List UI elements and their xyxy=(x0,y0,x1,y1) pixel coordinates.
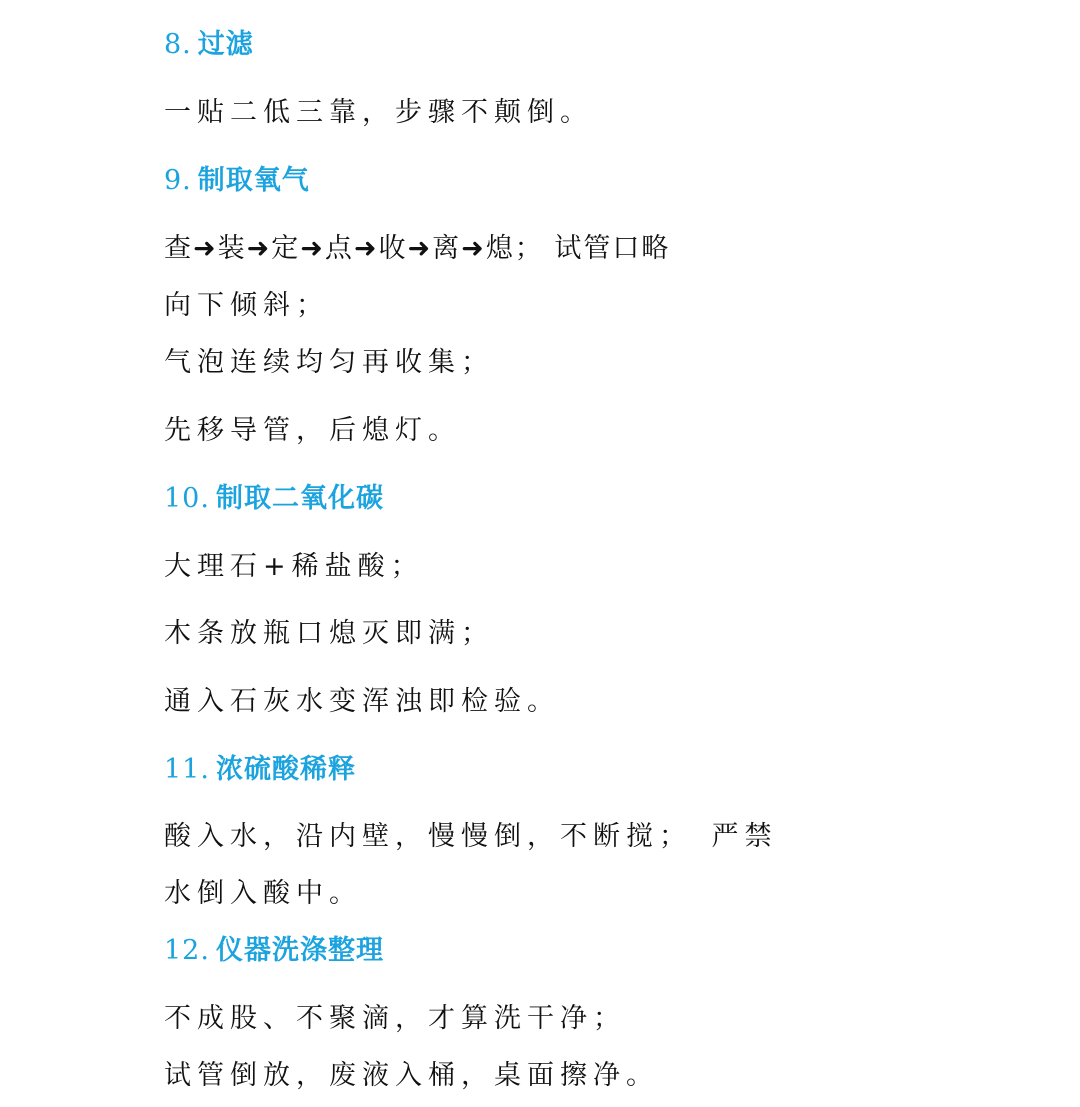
section-12-line-1: 不成股、不聚滴，才算洗干净； xyxy=(164,1003,626,1034)
section-9-line-1: 查➜装➜定➜点➜收➜离➜熄； 试管口略 xyxy=(164,233,671,264)
section-12-line-2: 试管倒放，废液入桶，桌面擦净。 xyxy=(164,1060,659,1091)
section-8-heading xyxy=(164,27,254,63)
section-10-line-3: 通入石灰水变浑浊即检验。 xyxy=(164,686,560,717)
section-8-line-1: 一贴二低三靠，步骤不颠倒。 xyxy=(164,97,593,128)
section-10-number: 10. xyxy=(164,483,210,514)
section-9-line-4: 先移导管，后熄灯。 xyxy=(164,415,461,446)
section-8-number: 8. xyxy=(164,29,192,60)
section-11-line-2: 水倒入酸中。 xyxy=(164,878,362,909)
section-12-number: 12. xyxy=(164,935,210,966)
section-10-title: 制取二氧化碳 xyxy=(215,483,384,514)
section-9-title: 制取氧气 xyxy=(197,165,310,196)
section-9-heading xyxy=(164,163,310,199)
section-10-heading xyxy=(164,481,384,517)
section-9-number: 9. xyxy=(164,165,192,196)
section-10-line-2: 木条放瓶口熄灭即满； xyxy=(164,618,494,649)
section-10-line-1: 大理石+稀盐酸； xyxy=(164,551,424,582)
section-9-line-2: 向下倾斜； xyxy=(164,290,329,321)
section-11-number: 11. xyxy=(164,754,210,785)
section-9-line-3: 气泡连续均匀再收集； xyxy=(164,347,494,378)
section-11-line-1: 酸入水，沿内壁，慢慢倒，不断搅； 严禁 xyxy=(164,821,778,852)
section-11-title: 浓硫酸稀释 xyxy=(215,754,356,785)
section-12-heading xyxy=(164,933,384,969)
section-11-heading xyxy=(164,752,356,788)
section-8-title: 过滤 xyxy=(197,29,254,60)
section-12-title: 仪器洗涤整理 xyxy=(215,935,384,966)
